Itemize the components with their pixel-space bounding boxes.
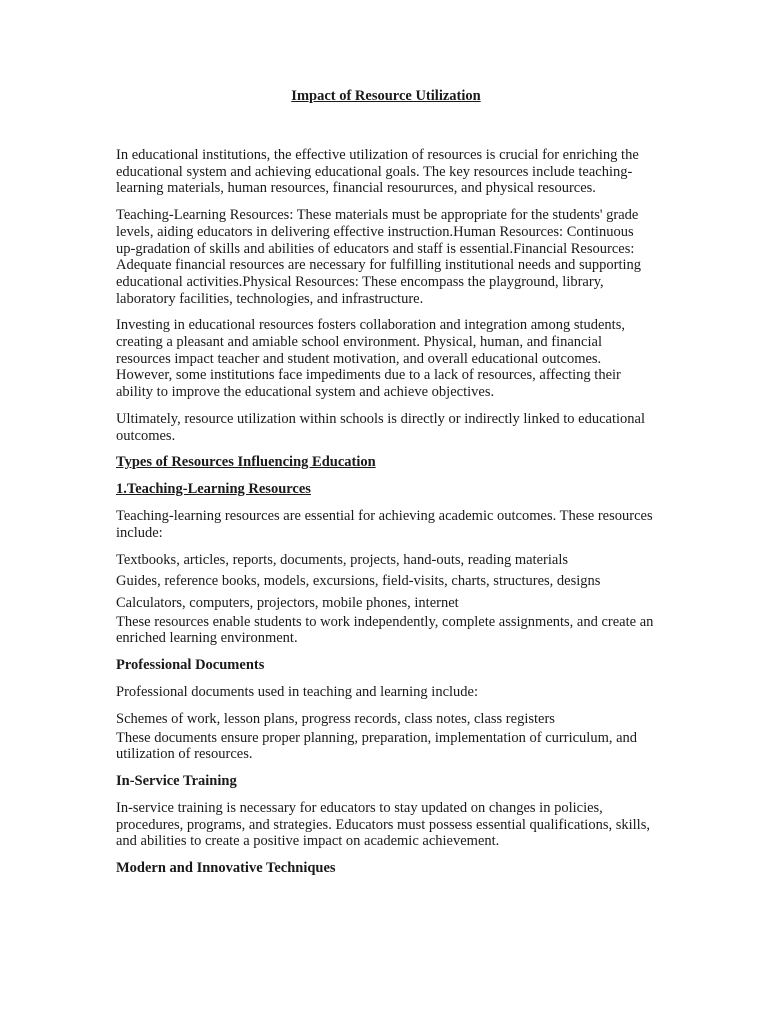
types-heading: Types of Resources Influencing Education [116,454,376,471]
document-title: Impact of Resource Utilization [291,88,481,104]
teaching-learning-item-2: Guides, reference books, models, excursions, field-visits, charts, structures, designs [116,573,601,590]
document-page [116,88,656,887]
in-service-training-body: In-service training is necessary for educators to stay updated on changes in policies, procedures, programs, and strategies. Educators must possess essential qualifications, skills, and abilities to create a positive impact on academic achievement. [116,799,650,850]
teaching-learning-item-1: Textbooks, articles, reports, documents, projects, hand-outs, reading materials [116,551,568,568]
professional-documents-outro: These documents ensure proper planning, preparation, implementation of curriculum, and utilization of resources. [116,729,638,763]
teaching-learning-heading: 1.Teaching-Learning Resources [116,481,311,498]
modern-techniques-heading: Modern and Innovative Techniques [116,860,336,877]
intro-paragraph-4: Ultimately, resource utilization within schools is directly or indirectly linked to educational outcomes. [116,410,645,444]
intro-paragraph-3: Investing in educational resources fosters collaboration and integration among students, creating a pleasant and amiable school environment. Physical, human, and financial resources impact teacher and student motivation, and overall educational outcomes. However, some institutions face impediments due to a lack of resources, affecting their ability to improve the educational system and achieve objectives. [116,317,625,401]
professional-documents-item: Schemes of work, lesson plans, progress records, class notes, class registers [116,710,555,727]
teaching-learning-intro: Teaching-learning resources are essential for achieving academic outcomes. These resources include: [116,508,653,541]
in-service-training-heading: In-Service Training [116,772,237,789]
professional-documents-heading: Professional Documents [116,657,265,674]
professional-documents-intro: Professional documents used in teaching and learning include: [116,684,479,701]
teaching-learning-item-3: Calculators, computers, projectors, mobile phones, internet [116,595,459,612]
intro-paragraph-1: In educational institutions, the effective utilization of resources is crucial for enriching the educational system and achieving educational goals. The key resources include teaching-learning materials, human resources, financial resoururces, and physical resources. [116,147,639,197]
intro-paragraph-2: Teaching-Learning Resources: These materials must be appropriate for the students' grade levels, aiding educators in delivering effective instruction.Human Resources: Continuous up-gradation of skills and abilities of educators and staff is essential.Financial Resources: Adequate financial resources are necessary for fulfilling institutional needs and supporting educational activities.Physical Resources: These encompass the playground, library, laboratory facilities, technologies, and infrastructure. [116,207,642,307]
teaching-learning-outro: These resources enable students to work independently, complete assignments, and create an enriched learning environment. [116,613,654,647]
